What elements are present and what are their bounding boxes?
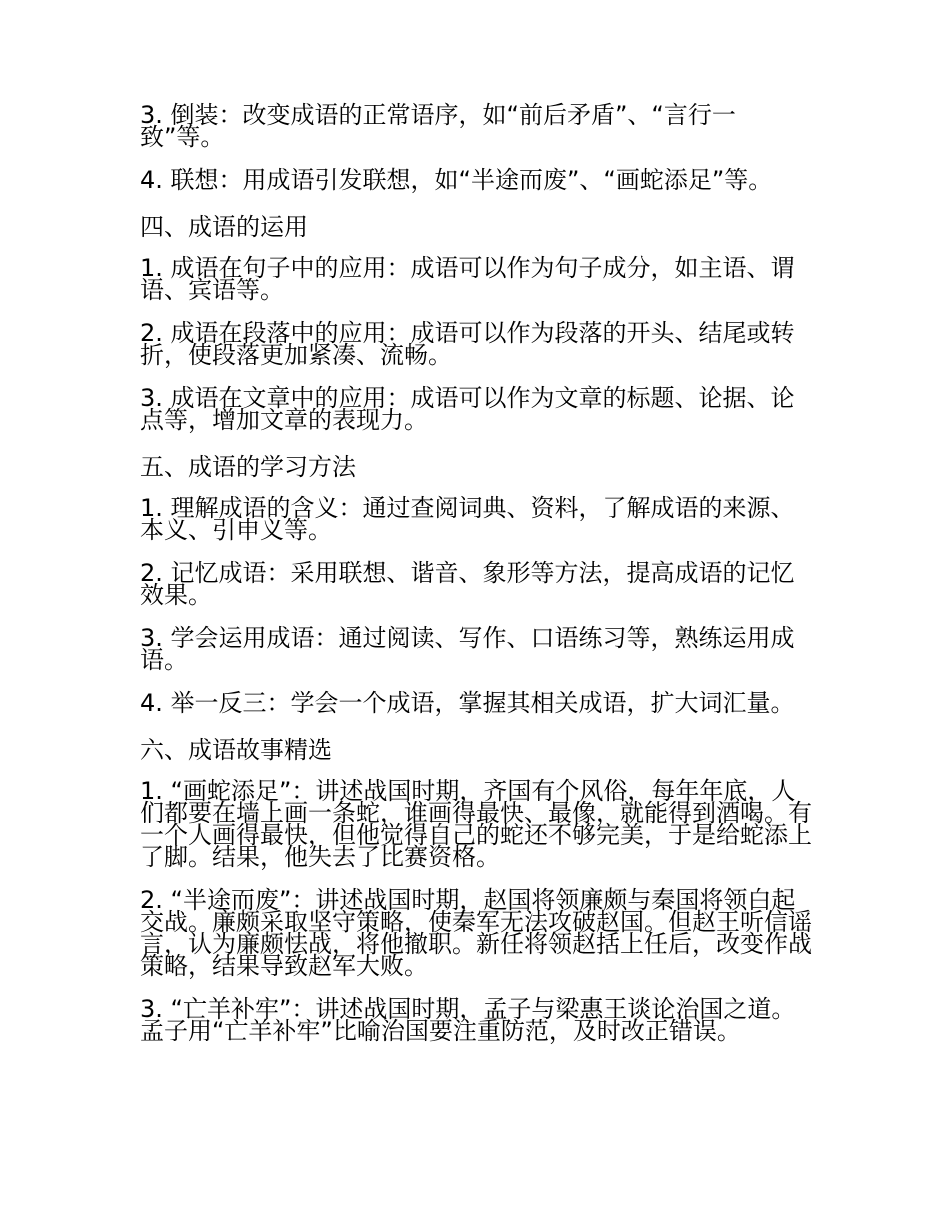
item-usage-paragraph: 2. 成语在段落中的应用：成语可以作为段落的开头、结尾或转折，使段落更加紧凑、流畅。 [140,319,795,369]
item-learn-meaning: 1. 理解成语的含义：通过查阅词典、资料，了解成语的来源、本义、引申义等。 [140,494,795,544]
item-learn-extend: 4. 举一反三：学会一个成语，掌握其相关成语，扩大词汇量。 [140,689,795,717]
story-halfway: 2. “半途而废”：讲述战国时期，赵国将领廉颇与秦国将领白起交战。廉颇采取坚守策略，使秦军无法攻破赵国。但赵王听信谣言，认为廉颇怯战，将他撤职。新任将领赵括上任后，改变作战策略，结果导致赵军大败。 [140,886,812,980]
story-snake-feet: 1. “画蛇添足”：讲述战国时期，齐国有个风俗，每年年底，人们都要在墙上画一条蛇，谁画得最快、最像，就能得到酒喝。有一个人画得最快，但他觉得自己的蛇还不够完美，于是给蛇添上了脚。结果，他失去了比赛资格。 [140,777,812,871]
document-page [140,101,812,1063]
section-heading-stories: 六、成语故事精选 [140,736,332,764]
item-usage-article: 3. 成语在文章中的应用：成语可以作为文章的标题、论据、论点等，增加文章的表现力。 [140,384,795,434]
story-mend-pen: 3. “亡羊补牢”：讲述战国时期，孟子与梁惠王谈论治国之道。孟子用“亡羊补牢”比喻治国要注重防范，及时改正错误。 [140,995,796,1045]
section-heading-learning: 五、成语的学习方法 [140,453,356,481]
item-learn-apply: 3. 学会运用成语：通过阅读、写作、口语练习等，熟练运用成语。 [140,624,795,674]
item-association: 4. 联想：用成语引发联想，如“半途而废”、“画蛇添足”等。 [140,166,773,194]
item-learn-memorize: 2. 记忆成语：采用联想、谐音、象形等方法，提高成语的记忆效果。 [140,559,795,609]
section-heading-usage: 四、成语的运用 [140,213,308,241]
item-usage-sentence: 1. 成语在句子中的应用：成语可以作为句子成分，如主语、谓语、宾语等。 [140,254,795,304]
item-inversion: 3. 倒装：改变成语的正常语序，如“前后矛盾”、“言行一致”等。 [140,101,736,151]
